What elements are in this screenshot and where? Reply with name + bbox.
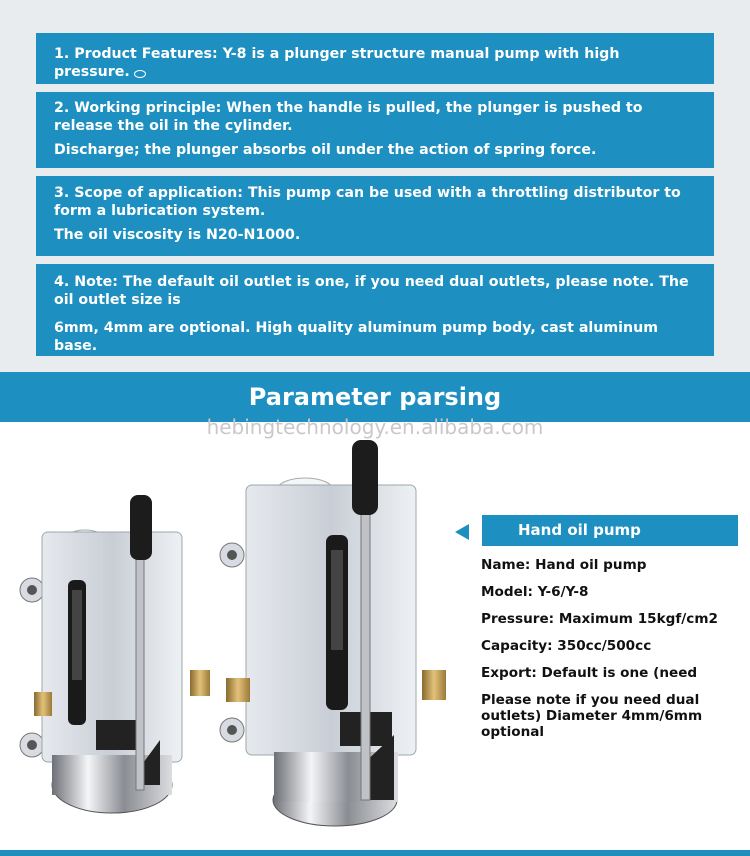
section-title: Parameter parsing [248,383,502,411]
features-section [0,0,750,372]
spec-model: Model: Y-6/Y-8 [481,584,589,600]
spec-export: Export: Default is one (need [481,665,698,681]
feature-card-2 [36,92,714,168]
feature-card-4 [36,264,714,356]
feature-4-text: 4. Note: The default oil outlet is one, if you need dual outlets, please note. The oil outlet size is [54,274,689,308]
feature-card-3 [36,176,714,256]
spec-list [481,557,736,740]
feature-2-text: 2. Working principle: When the handle is pulled, the plunger is pushed to release the oil in the cylinder. [54,100,643,134]
pump-large [220,440,446,826]
feature-4-text-cont: 6mm, 4mm are optional. High quality aluminum pump body, cast aluminum base. [54,320,658,354]
spec-export-cont: Please note if you need dual outlets) Diameter 4mm/6mm optional [481,692,703,740]
wireless-icon [134,70,146,78]
feature-3-text-cont: The oil viscosity is N20-N1000. [54,227,301,243]
spec-capacity: Capacity: 350cc/500cc [481,638,652,654]
feature-1-text: 1. Product Features: Y-8 is a plunger structure manual pump with high pressure. [54,46,620,80]
bottom-accent-bar [0,850,750,856]
spec-tab-title: Hand oil pump [482,515,738,546]
watermark: hebingtechnology.en.alibaba.com [206,415,544,439]
feature-card-1 [36,33,714,84]
spec-name: Name: Hand oil pump [481,557,647,573]
feature-3-text: 3. Scope of application: This pump can be used with a throttling distributor to form a lubrication system. [54,185,681,219]
product-photo [10,440,455,845]
feature-2-text-cont: Discharge; the plunger absorbs oil under the action of spring force. [54,142,597,158]
spec-pressure: Pressure: Maximum 15kgf/cm2 [481,611,718,627]
pump-small [20,495,210,813]
pointer-arrow-icon [455,524,469,540]
